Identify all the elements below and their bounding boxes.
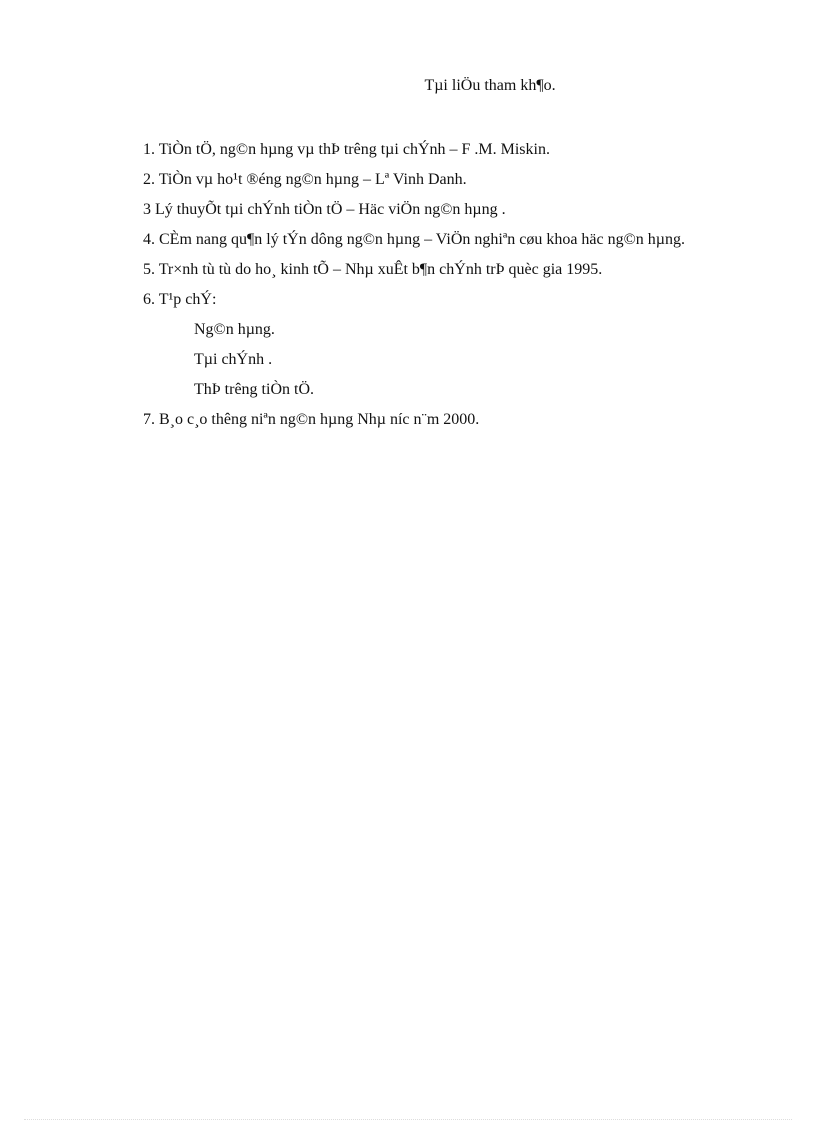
reference-item-7: 7. B¸o c¸o thêng niªn ng©n hµng Nhµ níc n¨m 2000.: [143, 411, 480, 428]
document-title: Tµi liÖu tham kh¶o.: [424, 77, 556, 94]
reference-item-3: 3 Lý thuyÕt tµi chÝnh tiÒn tÖ – Häc viÖn ng©n hµng .: [143, 201, 506, 218]
reference-item-1: 1. TiÒn tÖ, ng©n hµng vµ thÞ trêng tµi chÝnh – F .M. Miskin.: [143, 141, 550, 158]
page-bottom-divider: [24, 1119, 792, 1120]
reference-item-2: 2. TiÒn vµ ho¹t ®éng ng©n hµng – Lª Vinh Danh.: [143, 171, 467, 188]
reference-item-5: 5. Tr×nh tù tù do ho¸ kinh tÕ – Nhµ xuÊt b¶n chÝnh trÞ quèc gia 1995.: [143, 261, 603, 278]
reference-item-4: 4. CÈm nang qu¶n lý tÝn dông ng©n hµng – ViÖn nghiªn cøu khoa häc ng©n hµng.: [143, 231, 686, 248]
reference-list: [143, 135, 743, 435]
journal-item-3: ThÞ trêng tiÒn tÖ.: [194, 381, 314, 398]
reference-item-6: 6. T¹p chÝ:: [143, 291, 217, 308]
journal-item-1: Ng©n hµng.: [194, 321, 275, 338]
journal-item-2: Tµi chÝnh .: [194, 351, 273, 368]
